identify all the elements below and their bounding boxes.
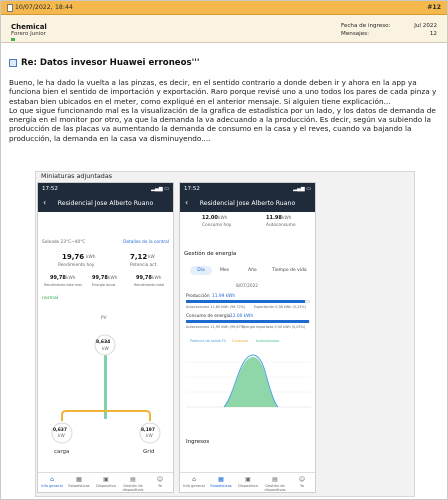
document-icon: [7, 4, 13, 12]
tab-label: Gestión de dispositivos: [122, 484, 144, 492]
post-title-icon: [9, 59, 17, 67]
tab-label: Dispositivo: [96, 484, 116, 488]
chart-icon: ▦: [218, 476, 224, 483]
person-icon: ☺: [298, 476, 306, 483]
production-breakdown: Autoconsumo 11,60 kWh (96,72%): [186, 305, 246, 309]
screenshot-thumbnail-overview[interactable]: [37, 182, 174, 493]
load-label: carga: [54, 449, 70, 455]
status-bar: [38, 183, 173, 195]
consumption-unit: kWh: [218, 216, 228, 221]
load-unit: kW: [58, 434, 65, 439]
production-bar-fill: [186, 300, 305, 303]
stat-label: Rendimiento este mes: [44, 283, 82, 287]
post-title: Re: Datos invesor Huawei erroneos''': [21, 58, 200, 68]
messages-label: Mensajes:: [341, 31, 369, 37]
tab-label: Info general: [41, 484, 63, 488]
stat-value: 99,78: [136, 275, 152, 281]
user-rank: Forero Junior: [11, 31, 46, 37]
tab-overview[interactable]: [181, 476, 207, 488]
production-export: Exportación 0,38 kWh (3,23%): [254, 305, 306, 309]
period-year-button[interactable]: Año: [248, 268, 257, 273]
production-label: Producción: [186, 294, 210, 299]
pv-unit: kW: [102, 347, 109, 352]
legend-selfconsumption: Autoconsumo: [256, 339, 280, 343]
load-value: 0,637: [53, 428, 67, 433]
tab-device-management[interactable]: [120, 476, 146, 492]
tab-label: Yo: [158, 484, 162, 488]
consumption-energy-value: 12.00 kWh: [230, 314, 254, 319]
section-title: Gestión de energía: [184, 251, 237, 257]
consumption-bar: [186, 320, 310, 323]
joined-label: Fecha de ingreso:: [341, 23, 391, 29]
device-icon: ▣: [245, 476, 251, 483]
user-meta: [341, 23, 437, 39]
grid-unit: kW: [146, 434, 153, 439]
post-date: 10/07/2022,: [15, 4, 53, 11]
username-link[interactable]: Chemical: [11, 23, 47, 31]
consumption-import: Energía importada 0,00 kWh (0,03%): [242, 325, 306, 329]
income-title: Ingresos: [186, 439, 210, 445]
details-link[interactable]: Detalles de la central: [123, 240, 169, 245]
post-paragraph: Lo que sigue funcionando mal es la visualización de la grafica de estadística por un lado, y los datos de demanda de energía en el monitor por otro, ya que la demanda la va adecuando a la producción. Es decir, según va subiendo la producción de las placas va aumentando la demanda de consumo en la casa y el reves, cuando va bajando la producción, la demanda en la casa va disminuyendo....: [9, 105, 436, 143]
consumption-breakdown: Autoconsumo 11,90 kWh (99,67%): [186, 325, 246, 329]
grid-icon: ▤: [130, 476, 136, 483]
stat-unit: kWh: [66, 276, 76, 281]
tab-device[interactable]: [235, 476, 261, 488]
post-paragraph: Bueno, le ha dado la vuelta a las pinzas, es decir, en el sentido contrario a donde deben ir y ahora en la app ya funciona bien el sentido de importación y exportación. Raro porque revisé uno a uno todos los pares de cada pinza y estaban bien ubicados en el meter, como expliqué en el anterior mensaje. Si alguien tiene explicación...: [9, 78, 437, 106]
tab-label: Estadísticas: [210, 484, 232, 488]
period-day-button[interactable]: Día: [190, 266, 212, 275]
status-time: 17:52: [42, 186, 58, 192]
selfconsumption-area: [224, 357, 278, 407]
stat-value: 99,78: [92, 275, 108, 281]
stat-label: Energía anual: [92, 283, 116, 287]
tab-me[interactable]: [289, 476, 315, 488]
tab-label: Gestión de dispositivos: [264, 484, 286, 492]
tab-statistics[interactable]: [208, 476, 234, 488]
grid-node: [140, 423, 160, 443]
app-nav: [38, 195, 173, 212]
status-text: normal: [42, 296, 59, 301]
tab-label: Estadísticas: [68, 484, 90, 488]
pv-label: PV: [101, 316, 107, 321]
tab-device[interactable]: [93, 476, 119, 488]
selfconsumption-value: 11.98: [266, 215, 282, 221]
consumption-bar-fill: [186, 320, 309, 323]
status-bar: [180, 183, 315, 195]
kpi-value: 19,76: [62, 253, 85, 261]
kpi-label: Potencia act: [130, 263, 157, 268]
load-node: [52, 423, 72, 443]
tab-overview[interactable]: [39, 476, 65, 488]
consumption-energy-label: Consumo de energía: [186, 314, 231, 319]
messages-value: 12: [429, 31, 437, 37]
post-header: [1, 1, 447, 15]
nav-title: Residencial Jose Alberto Ruano: [199, 200, 296, 207]
power-chart: [186, 347, 311, 417]
period-lifetime-button[interactable]: Tiempo de vida: [272, 268, 307, 273]
device-icon: ▣: [103, 476, 109, 483]
chart-icon: ▦: [76, 476, 82, 483]
legend-pv-output: Potencia de salida FV: [190, 339, 227, 343]
back-icon: ‹: [185, 198, 189, 207]
kpi-value: 7,12: [130, 253, 148, 261]
grid-value: 8,197: [141, 428, 155, 433]
post-body: [9, 78, 441, 143]
home-icon: ⌂: [192, 476, 196, 483]
reputation-bar: [11, 38, 15, 41]
app-nav: [180, 195, 315, 212]
kpi-unit: kW: [148, 255, 155, 260]
tab-label: Info general: [183, 484, 205, 488]
selfconsumption-unit: kWh: [282, 216, 292, 221]
weather-text: Soleado 23°C~40°C: [42, 240, 86, 245]
person-icon: ☺: [156, 476, 164, 483]
tab-device-management[interactable]: [262, 476, 288, 492]
pv-value: 8,634: [96, 340, 111, 345]
period-month-button[interactable]: Mes: [220, 268, 229, 273]
post-number-link[interactable]: #12: [427, 4, 441, 11]
consumption-value: 12.00: [202, 215, 218, 221]
user-info: [1, 15, 447, 43]
signal-battery-icon: ▂▄▆ ▭: [293, 186, 311, 192]
legend-consumption: Consumo: [232, 339, 248, 343]
tab-bar: [180, 472, 315, 492]
kpi-label: Rendimiento hoy: [58, 263, 95, 268]
home-icon: ⌂: [50, 476, 54, 483]
screenshot-thumbnail-statistics[interactable]: [179, 182, 316, 493]
stat-value: 99,78: [50, 275, 66, 281]
grid-icon: ▤: [272, 476, 278, 483]
attachments-label: Miniaturas adjuntadas: [41, 172, 113, 180]
signal-battery-icon: ▂▄▆ ▭: [151, 186, 169, 192]
kpi-unit: kWh: [86, 255, 96, 260]
date-selector[interactable]: 8/07/2022: [236, 284, 259, 289]
back-icon: ‹: [43, 198, 47, 207]
stat-unit: kWh: [108, 276, 118, 281]
production-value: 11.99 kWh: [212, 294, 236, 299]
pv-flow-line: [104, 349, 107, 419]
nav-title: Residencial Jose Alberto Ruano: [57, 200, 154, 207]
joined-value: Jul 2022: [414, 23, 437, 29]
tab-me[interactable]: [147, 476, 173, 488]
tab-label: Yo: [300, 484, 304, 488]
selfconsumption-label: Autoconsumo: [266, 223, 296, 228]
tab-label: Dispositivo: [238, 484, 258, 488]
production-bar: [186, 300, 310, 303]
consumption-label: Consumo hoy: [202, 223, 232, 228]
tab-bar: [38, 472, 173, 492]
tab-statistics[interactable]: [66, 476, 92, 488]
stat-label: Rendimiento total: [134, 283, 165, 287]
grid-label: Grid: [143, 449, 155, 455]
stat-unit: kWh: [152, 276, 162, 281]
pv-node: [95, 335, 115, 355]
status-time: 17:52: [184, 186, 200, 192]
post-time: 18:44: [55, 4, 73, 11]
